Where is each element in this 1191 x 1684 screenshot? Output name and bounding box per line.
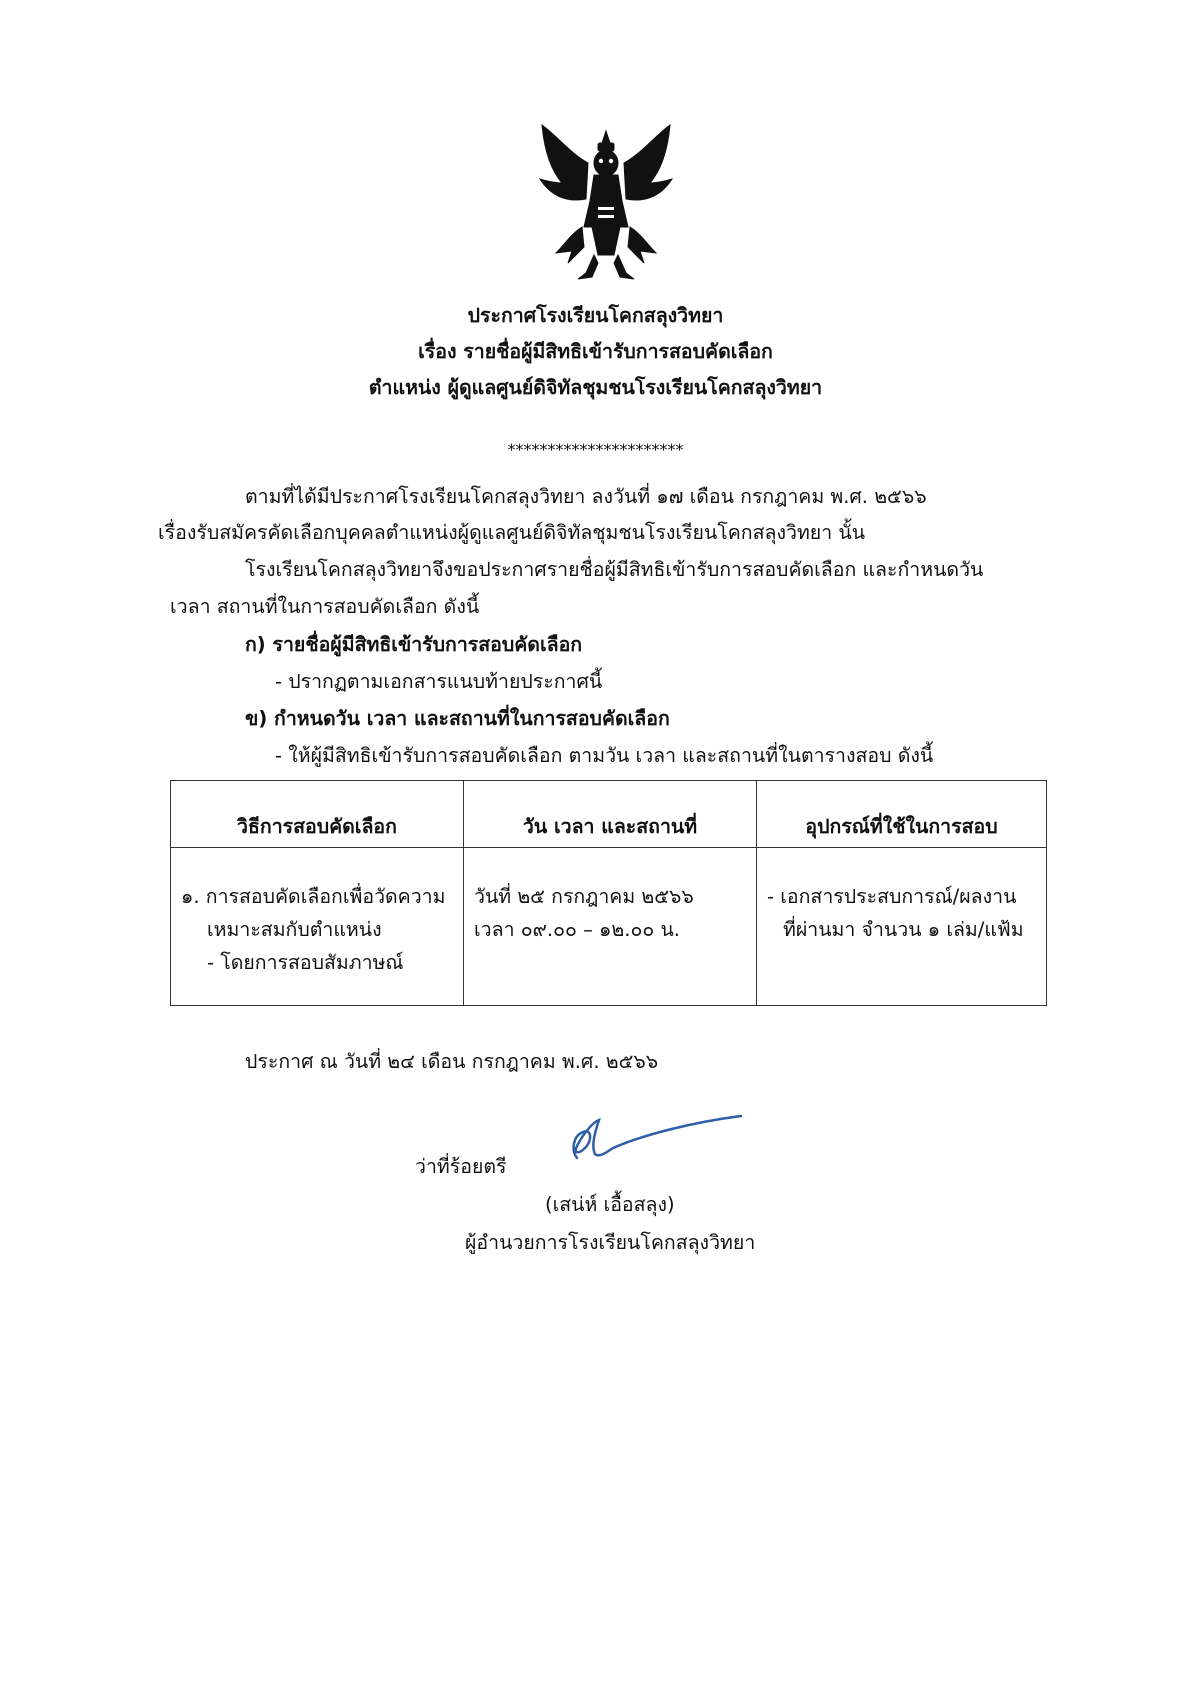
table-row	[171, 848, 1047, 1006]
signatory-title: ผู้อำนวยการโรงเรียนโคกสลุงวิทยา	[465, 1231, 756, 1254]
section-b-item: - ให้ผู้มีสิทธิเข้ารับการสอบคัดเลือก ตามวัน เวลา และสถานที่ในตารางสอบ ดังนี้	[275, 744, 934, 767]
section-a-heading: ก) รายชื่อผู้มีสิทธิเข้ารับการสอบคัดเลือก	[245, 633, 583, 656]
datetime-line-1: วันที่ ๒๕ กรกฎาคม ๒๕๖๖	[474, 885, 694, 908]
cell-method	[171, 848, 464, 1006]
paragraph-2-line-1: โรงเรียนโคกสลุงวิทยาจึงขอประกาศรายชื่อผู้มีสิทธิเข้ารับการสอบคัดเลือก และกำหนดวัน	[245, 558, 984, 581]
equipment-line-2: ที่ผ่านมา จำนวน ๑ เล่ม/แฟ้ม	[783, 918, 1024, 941]
exam-schedule-table	[170, 780, 1047, 1006]
paragraph-2-line-2: เวลา สถานที่ในการสอบคัดเลือก ดังนี้	[170, 595, 480, 618]
signatory-name: (เสน่ห์ เอื้อสลุง)	[545, 1193, 675, 1216]
datetime-line-2: เวลา ๐๙.๐๐ – ๑๒.๐๐ น.	[474, 918, 681, 941]
paragraph-1-line-2: เรื่องรับสมัครคัดเลือกบุคคลตำแหน่งผู้ดูแลศูนย์ดิจิทัลชุมชนโรงเรียนโคกสลุงวิทยา นั้น	[158, 521, 866, 544]
announcement-title: ประกาศโรงเรียนโคกสลุงวิทยา	[467, 304, 724, 327]
announcement-date: ประกาศ ณ วันที่ ๒๔ เดือน กรกฎาคม พ.ศ. ๒๕๖๖	[245, 1050, 659, 1073]
section-a-item: - ปรากฏตามเอกสารแนบท้ายประกาศนี้	[275, 670, 603, 693]
signatory-rank: ว่าที่ร้อยตรี	[415, 1155, 507, 1178]
paragraph-1-line-1: ตามที่ได้มีประกาศโรงเรียนโคกสลุงวิทยา ลงวันที่ ๑๗ เดือน กรกฎาคม พ.ศ. ๒๕๖๖	[245, 485, 927, 508]
cell-datetime	[464, 848, 757, 1006]
separator: **********************	[507, 440, 684, 459]
method-line-3: - โดยการสอบสัมภาษณ์	[207, 951, 404, 974]
garuda-emblem-icon	[532, 123, 680, 287]
announcement-position: ตำแหน่ง ผู้ดูแลศูนย์ดิจิทัลชุมชนโรงเรียนโคกสลุงวิทยา	[368, 376, 823, 399]
method-line-1: ๑. การสอบคัดเลือกเพื่อวัดความ	[181, 885, 446, 908]
equipment-line-1: - เอกสารประสบการณ์/ผลงาน	[767, 885, 1017, 908]
section-b-heading: ข) กำหนดวัน เวลา และสถานที่ในการสอบคัดเลือก	[245, 707, 670, 730]
cell-equipment	[757, 848, 1047, 1006]
announcement-subject: เรื่อง รายชื่อผู้มีสิทธิเข้ารับการสอบคัดเลือก	[418, 340, 773, 363]
table-header-datetime: วัน เวลา และสถานที่	[464, 781, 757, 848]
table-header-row	[171, 781, 1047, 848]
table-header-equipment: อุปกรณ์ที่ใช้ในการสอบ	[757, 781, 1047, 848]
signature-icon	[555, 1108, 745, 1168]
table-header-method: วิธีการสอบคัดเลือก	[171, 781, 464, 848]
method-line-2: เหมาะสมกับตำแหน่ง	[207, 918, 382, 941]
